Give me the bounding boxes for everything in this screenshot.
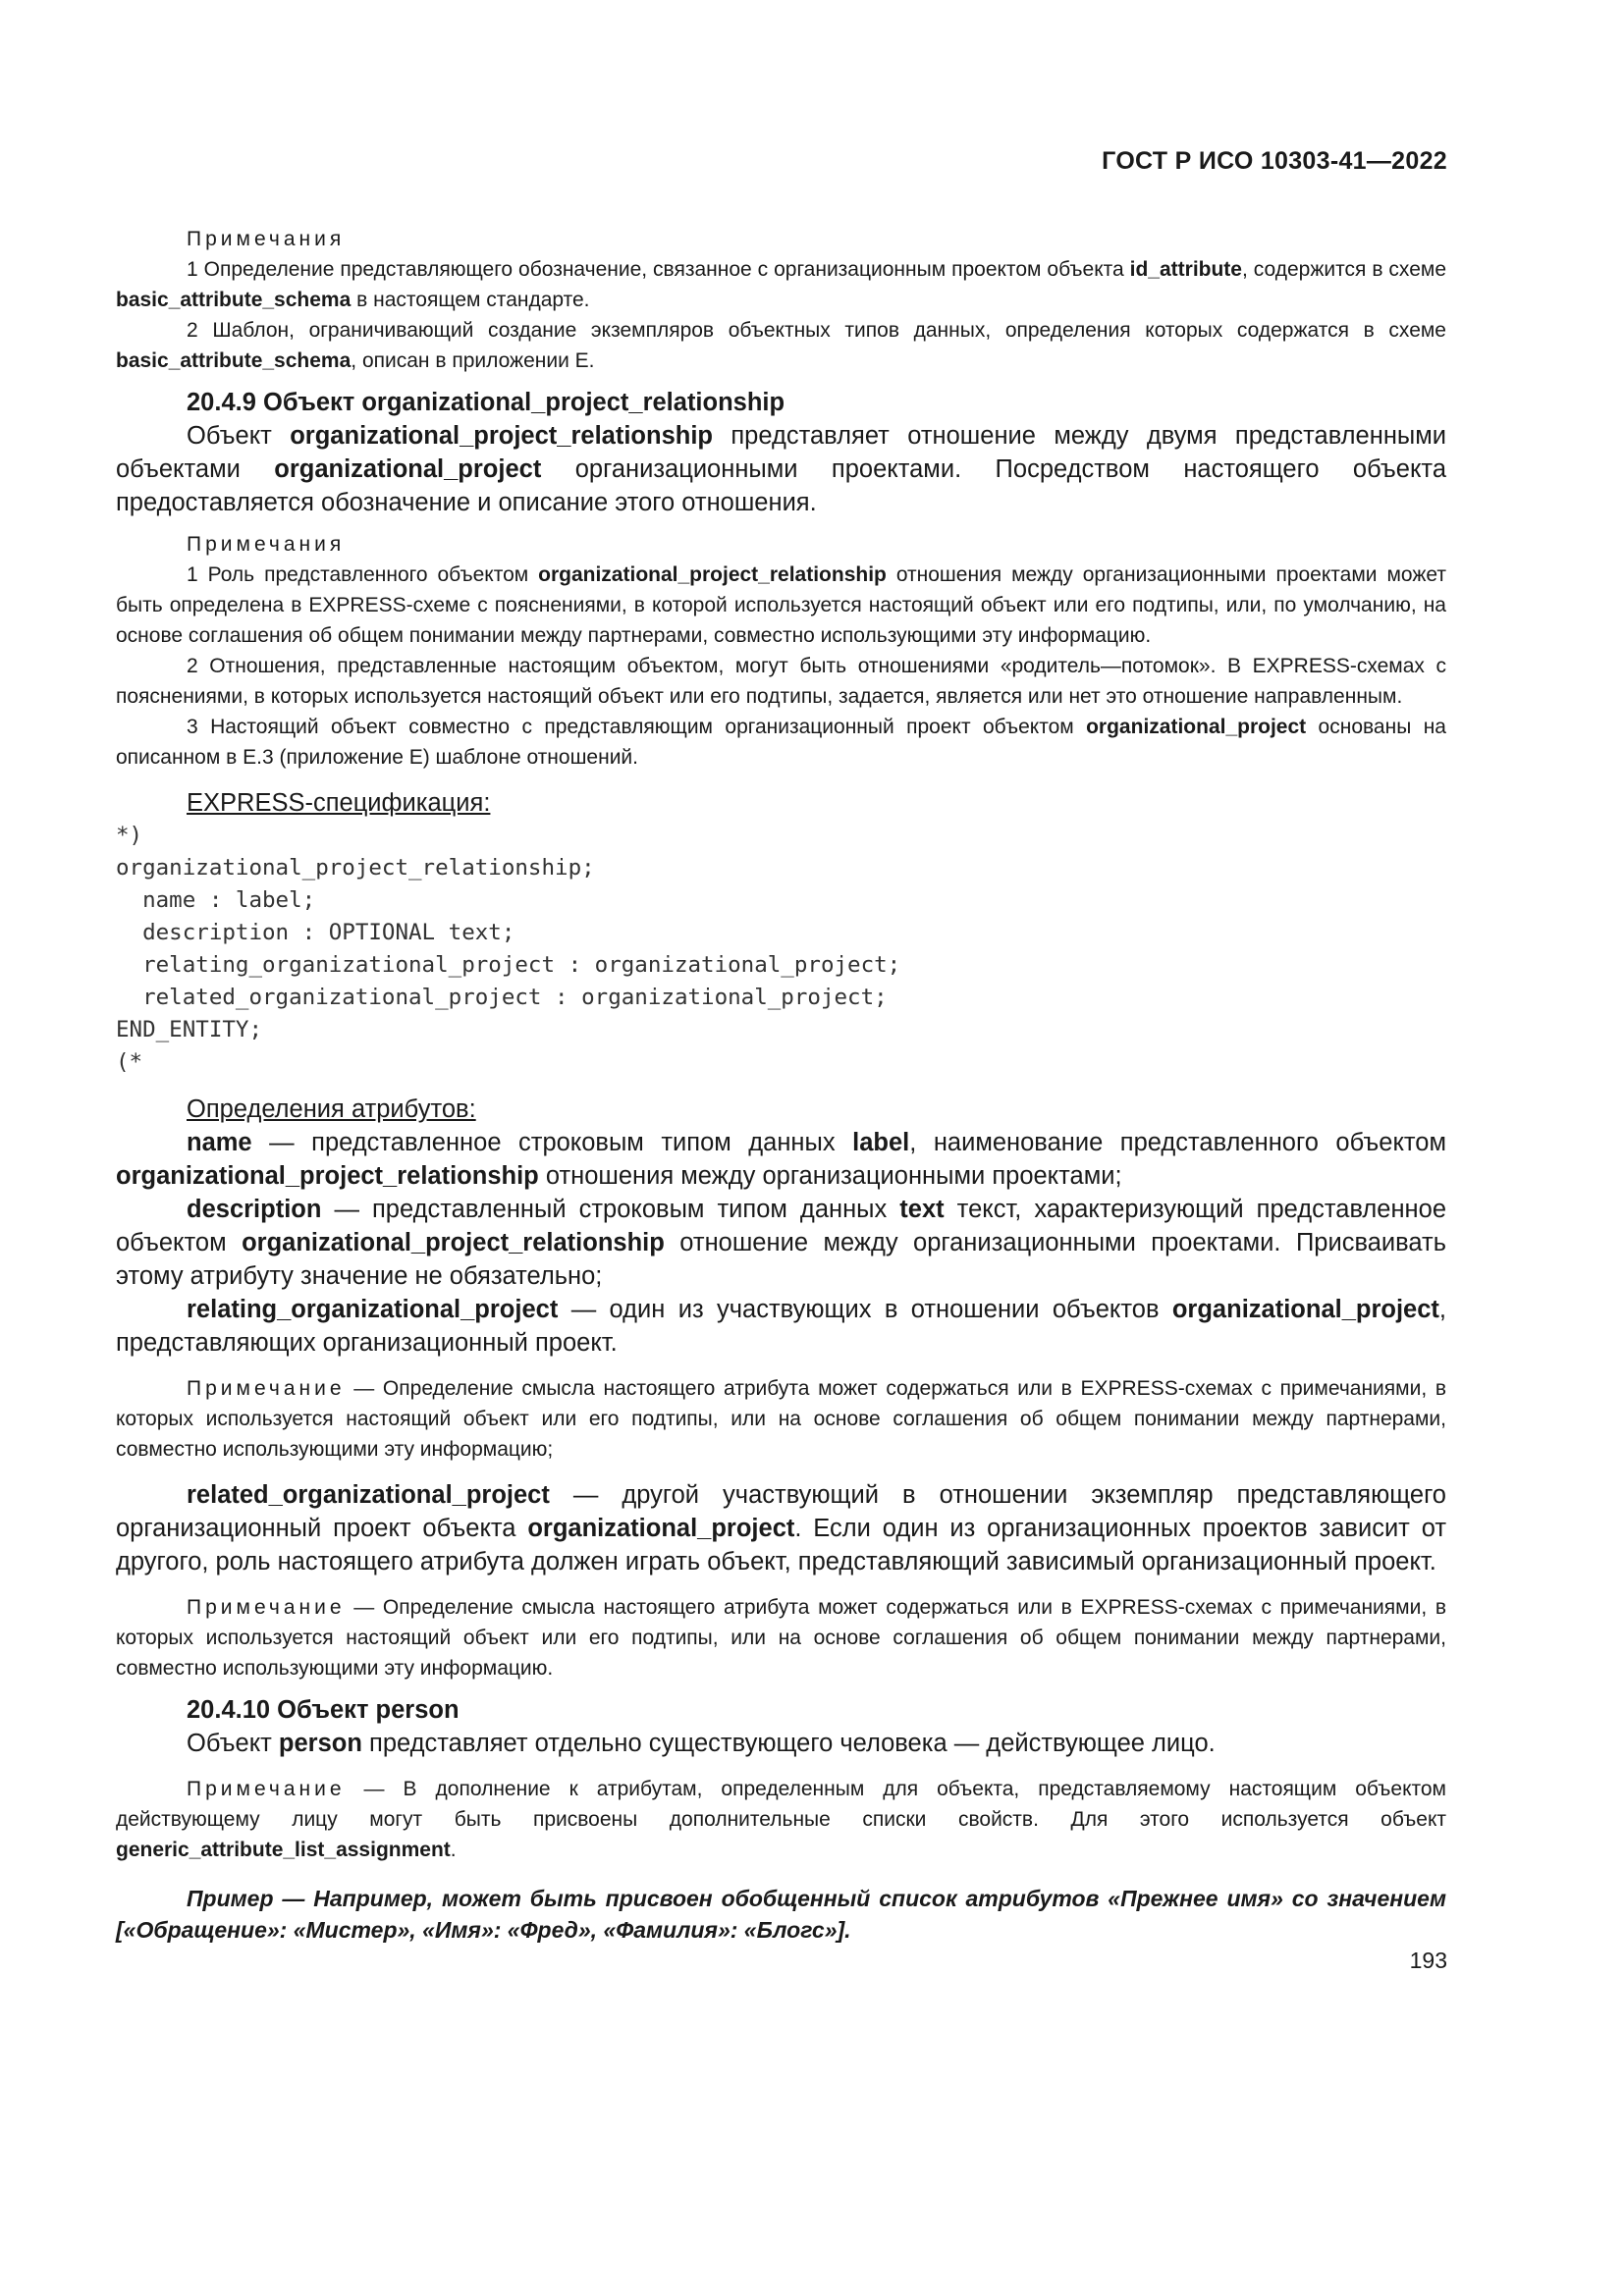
bold-term: person (278, 1730, 362, 1757)
note-paragraph (116, 1774, 1446, 1865)
text-run: 2 Шаблон, ограничивающий создание экземпляров объектных типов данных, определения которых содержатся в схеме (187, 319, 1446, 342)
express-code-block: *) organizational_project_relationship; name : label; description : OPTIONAL text; relating_organizational_project : organizational_project; related_organizational_project : organizational_project; END_ENTITY; (* (116, 823, 901, 1075)
text-run: . Если один из организационных проектов зависит от другого, роль настоящего атрибута должен играть объект, представляющий зависимый организационный проект. (116, 1515, 1446, 1575)
note-paragraph (116, 560, 1446, 651)
text-run: , наименование представленного объектом (909, 1129, 1446, 1156)
section-heading: 20.4.9 Объект organizational_project_relationship (187, 389, 785, 416)
text-run: 2 Отношения, представленные настоящим объектом, могут быть отношениями «родитель—потомок». В EXPRESS-схемах с пояснениями, в которых используется настоящий объект или его подтипы, задается, является или нет это отношение направленным. (116, 655, 1446, 708)
page-number: 193 (1409, 1948, 1447, 1973)
text-run: — другой участвующий в отношении экземпляр представляющего организационный проект объекта (116, 1481, 1446, 1542)
text-run: 3 Настоящий объект совместно с представляющим организационный проект объектом (187, 716, 1087, 738)
bold-term: description (187, 1196, 322, 1223)
text-run: отношение между организационными проектами. Присваивать этому атрибуту значение не обязательно; (116, 1229, 1446, 1290)
text-run: 1 Определение представляющего обозначение, связанное с организационным проектом объекта (187, 258, 1130, 281)
bold-term: basic_attribute_schema (116, 289, 352, 311)
text-run: представляет отношение между двумя представленными объектами (116, 422, 1446, 483)
text-run: отношения между организационными проектами; (538, 1162, 1122, 1190)
text-run: отношения между организационными проектами может быть определена в EXPRESS-схеме с пояснениями, в которой используется настоящий объект или его подтипы, или, по умолчанию, на основе соглашения об общем понимании между партнерами, совместно использующими эту информацию. (116, 563, 1446, 647)
text-run: организационными проектами. Посредством настоящего объекта предоставляется обозначение и описание этого отношения. (116, 455, 1446, 516)
text-run: , описан в приложении E. (351, 349, 595, 372)
text-run: основаны на описанном в E.3 (приложение E) шаблоне отношений. (116, 716, 1446, 769)
bold-term: organizational_project_relationship (538, 563, 887, 586)
text-run: — Определение смысла настоящего атрибута может содержаться или в EXPRESS-схемах с примечаниями, в которых используется настоящий объект или его подтипы, или на основе соглашения об общем понимании между партнерами, совместно использующими эту информацию. (116, 1596, 1446, 1680)
text-run: — представленное строковым типом данных (251, 1129, 853, 1156)
text-run: представляет отдельно существующего человека — действующее лицо. (361, 1730, 1216, 1757)
attribute-definition (116, 1293, 1446, 1360)
bold-term: organizational_project (527, 1515, 795, 1542)
note-paragraph (116, 315, 1446, 376)
bold-term: organizational_project_relationship (116, 1162, 539, 1190)
note-paragraph (116, 1592, 1446, 1683)
note-paragraph (116, 1373, 1446, 1465)
note-paragraph (116, 651, 1446, 712)
bold-term: organizational_project (1171, 1296, 1439, 1323)
text-run: — Определение смысла настоящего атрибута может содержаться или в EXPRESS-схемах с примечаниями, в которых используется настоящий объект или его подтипы, или на основе соглашения об общем понимании между партнерами, совместно использующими эту информацию; (116, 1377, 1446, 1461)
bold-term: basic_attribute_schema (116, 349, 352, 372)
note-label: Примечание (187, 1596, 346, 1619)
attribute-definition (116, 1193, 1446, 1293)
bold-term: related_organizational_project (187, 1481, 550, 1509)
text-run: Объект (187, 1730, 279, 1757)
body-paragraph (116, 1727, 1446, 1760)
bold-term: generic_attribute_list_assignment (116, 1839, 451, 1861)
text-run: — В дополнение к атрибутам, определенным для объекта, представляемому настоящим объектом действующему лицу могут быть присвоены дополнительные списки свойств. Для этого используется объект (116, 1778, 1446, 1831)
bold-term: organizational_project_relationship (290, 422, 713, 450)
note-label: Примечание (187, 1377, 346, 1400)
bold-term: organizational_project (274, 455, 542, 483)
note-paragraph (116, 254, 1446, 315)
text-run: . (450, 1839, 457, 1861)
text-run: текст, характеризующий представленное объектом (116, 1196, 1447, 1256)
attribute-definition (116, 1126, 1446, 1193)
text-run: Объект (187, 422, 291, 450)
text-run: , содержится в схеме (1241, 258, 1446, 281)
section-heading: 20.4.10 Объект person (187, 1696, 460, 1724)
bold-term: relating_organizational_project (187, 1296, 559, 1323)
text-run: , представляющих организационный проект. (116, 1296, 1446, 1357)
notes-heading: Примечания (187, 533, 346, 556)
example-paragraph: Пример — Например, может быть присвоен обобщенный список атрибутов «Прежнее имя» со значением [«Обращение»: «Мистер», «Имя»: «Фред», «Фамилия»: «Блогс»]. (116, 1886, 1446, 1943)
text-run: — представленный строковым типом данных (321, 1196, 900, 1223)
bold-term: name (187, 1129, 252, 1156)
standard-header: ГОСТ Р ИСО 10303-41—2022 (1102, 147, 1447, 175)
note-label: Примечание (187, 1778, 346, 1800)
page-content (116, 224, 1446, 1946)
body-paragraph (116, 419, 1446, 519)
text-run: — один из участвующих в отношении объектов (558, 1296, 1172, 1323)
express-spec-label: EXPRESS-спецификация: (187, 789, 491, 817)
bold-term: organizational_project (1086, 716, 1307, 738)
bold-term: organizational_project_relationship (242, 1229, 665, 1256)
text-run: в настоящем стандарте. (351, 289, 590, 311)
bold-term: id_attribute (1129, 258, 1242, 281)
bold-term: label (852, 1129, 910, 1156)
attribute-definitions-label: Определения атрибутов: (187, 1095, 476, 1123)
attribute-definition (116, 1478, 1446, 1578)
bold-term: text (899, 1196, 945, 1223)
text-run: 1 Роль представленного объектом (187, 563, 539, 586)
note-paragraph (116, 712, 1446, 773)
notes-heading: Примечания (187, 228, 346, 250)
